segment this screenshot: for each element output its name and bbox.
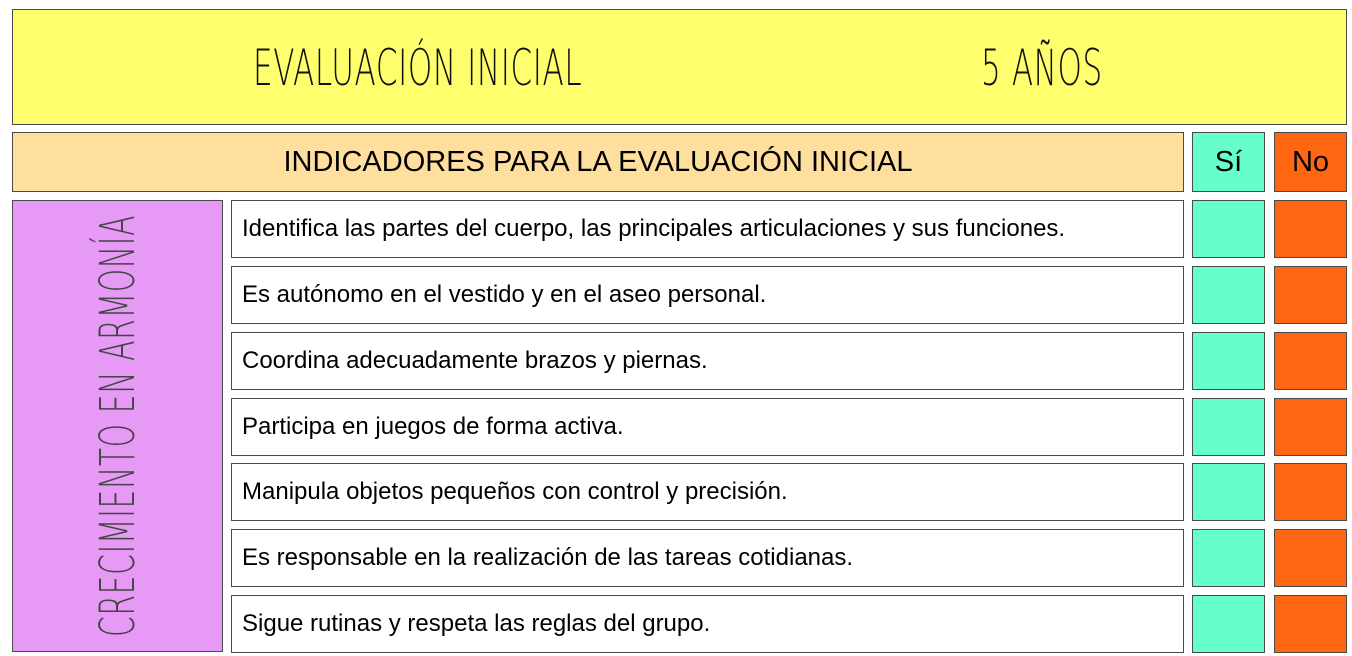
yes-checkbox-cell[interactable] bbox=[1192, 398, 1265, 456]
category-label: CRECIMIENTO EN ARMONÍA bbox=[89, 214, 146, 638]
indicators-header-label: INDICADORES PARA LA EVALUACIÓN INICIAL bbox=[283, 145, 913, 178]
yes-checkbox-cell[interactable] bbox=[1192, 529, 1265, 587]
indicator-row: Participa en juegos de forma activa. bbox=[231, 398, 1184, 456]
no-checkbox-cell[interactable] bbox=[1274, 595, 1347, 653]
document-title: EVALUACIÓN INICIAL bbox=[253, 39, 583, 97]
yes-checkbox-cell[interactable] bbox=[1192, 595, 1265, 653]
no-column-header: No bbox=[1274, 132, 1347, 192]
indicator-row: Es responsable en la realización de las tareas cotidianas. bbox=[231, 529, 1184, 587]
age-label: 5 AÑOS bbox=[981, 39, 1103, 97]
no-checkbox-cell[interactable] bbox=[1274, 200, 1347, 258]
title-banner bbox=[12, 9, 1347, 125]
yes-checkbox-cell[interactable] bbox=[1192, 266, 1265, 324]
indicators-header bbox=[12, 132, 1184, 192]
no-checkbox-cell[interactable] bbox=[1274, 529, 1347, 587]
indicator-row: Coordina adecuadamente brazos y piernas. bbox=[231, 332, 1184, 390]
yes-column-header: Sí bbox=[1192, 132, 1265, 192]
no-checkbox-cell[interactable] bbox=[1274, 463, 1347, 521]
indicator-row: Manipula objetos pequeños con control y precisión. bbox=[231, 463, 1184, 521]
category-cell bbox=[12, 200, 223, 652]
indicator-row: Sigue rutinas y respeta las reglas del grupo. bbox=[231, 595, 1184, 653]
yes-checkbox-cell[interactable] bbox=[1192, 463, 1265, 521]
indicator-row: Identifica las partes del cuerpo, las principales articulaciones y sus funciones. bbox=[231, 200, 1184, 258]
no-checkbox-cell[interactable] bbox=[1274, 332, 1347, 390]
no-checkbox-cell[interactable] bbox=[1274, 266, 1347, 324]
no-checkbox-cell[interactable] bbox=[1274, 398, 1347, 456]
indicator-row: Es autónomo en el vestido y en el aseo personal. bbox=[231, 266, 1184, 324]
yes-checkbox-cell[interactable] bbox=[1192, 332, 1265, 390]
yes-checkbox-cell[interactable] bbox=[1192, 200, 1265, 258]
